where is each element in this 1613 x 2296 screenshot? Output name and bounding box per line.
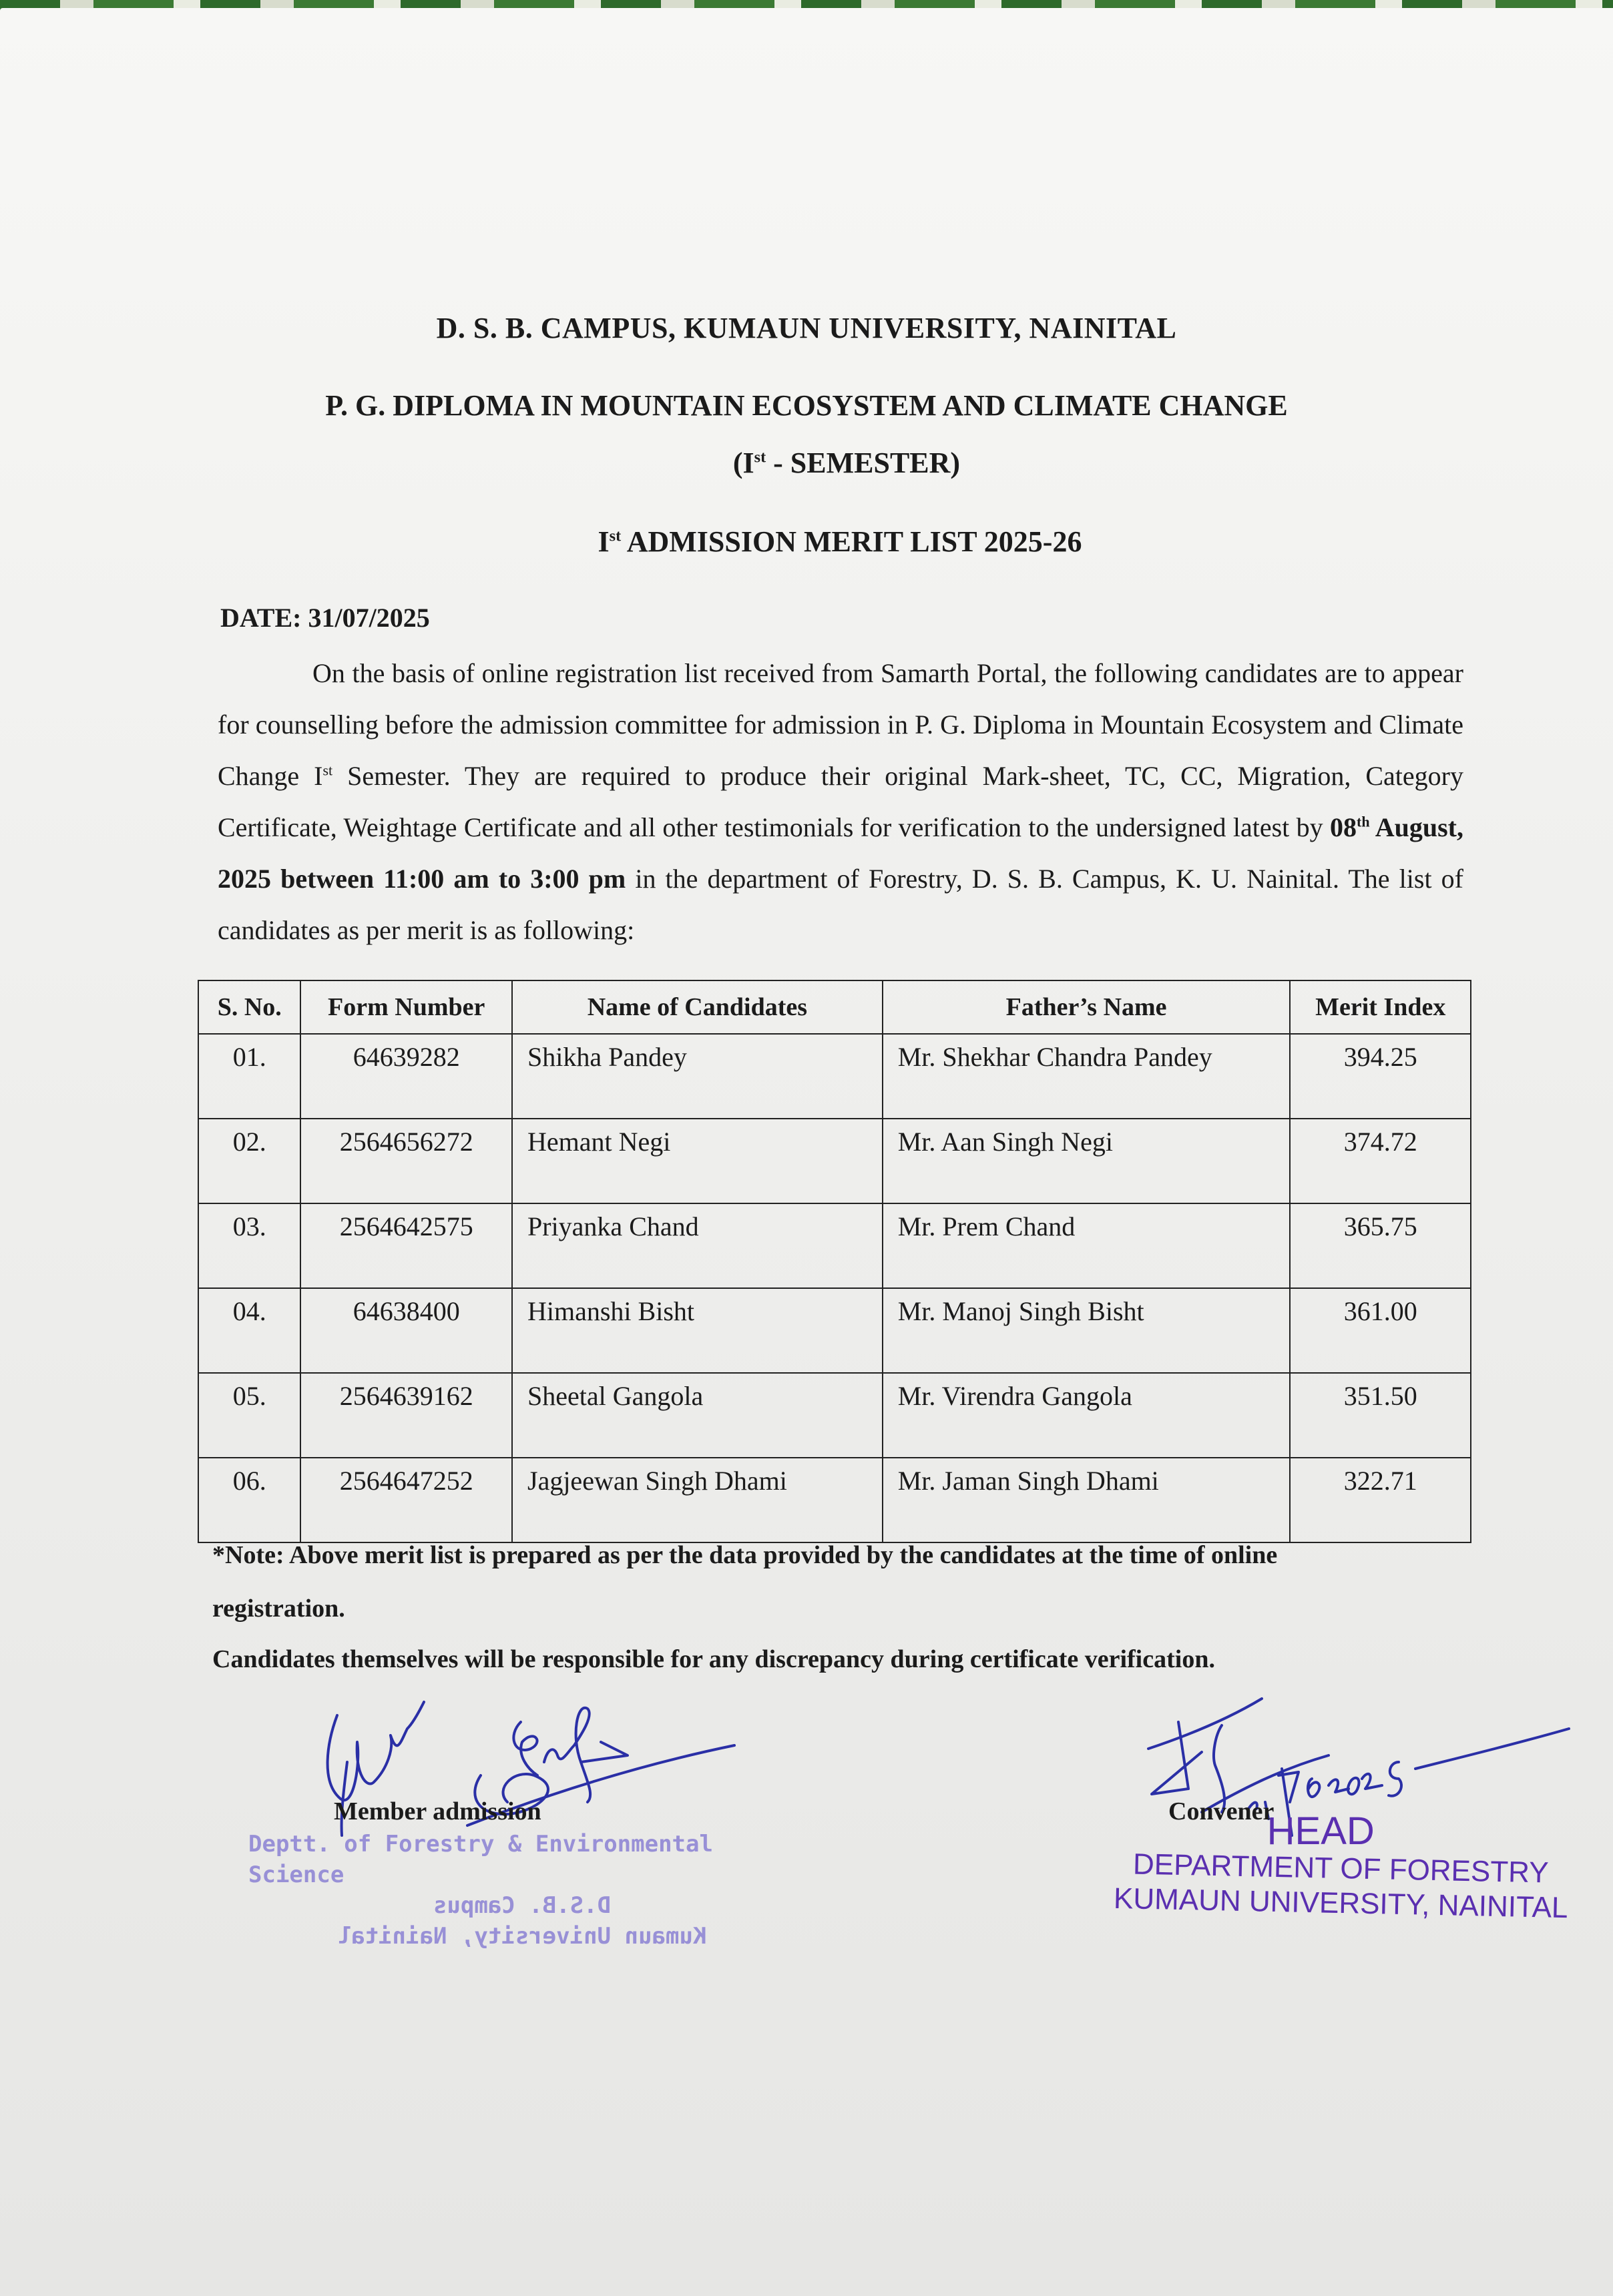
cell-sno: 04.	[198, 1288, 300, 1373]
stamp-university: KUMAUN UNIVERSITY, NAINITAL	[1113, 1882, 1568, 1925]
convener-label: Convener	[1168, 1797, 1275, 1825]
head-department-stamp	[1113, 1809, 1568, 1925]
note-line-2: registration.	[212, 1595, 345, 1623]
title-sup: st	[609, 527, 622, 545]
semester-suffix: - SEMESTER)	[766, 447, 961, 479]
cell-form-number: 2564639162	[300, 1373, 512, 1458]
merit-table	[198, 980, 1471, 1543]
col-header-candidate-name: Name of Candidates	[512, 980, 883, 1034]
cell-merit-index: 374.72	[1290, 1119, 1471, 1203]
cell-form-number: 64638400	[300, 1288, 512, 1373]
institution-heading: D. S. B. CAMPUS, KUMAUN UNIVERSITY, NAINITAL	[436, 312, 1177, 344]
cell-candidate-name: Shikha Pandey	[512, 1034, 883, 1119]
cell-merit-index: 351.50	[1290, 1373, 1471, 1458]
stamp-left-line-2: D.S.B. Campus	[433, 1892, 612, 1919]
title-prefix: I	[598, 525, 610, 558]
cell-sno: 06.	[198, 1458, 300, 1542]
cell-candidate-name: Hemant Negi	[512, 1119, 883, 1203]
program-heading	[0, 388, 1613, 422]
col-header-merit-index: Merit Index	[1290, 980, 1471, 1034]
cell-form-number: 64639282	[300, 1034, 512, 1119]
program-title: P. G. DIPLOMA IN MOUNTAIN ECOSYSTEM AND CLIMATE CHANGE	[325, 389, 1288, 422]
note-line-1: *Note: Above merit list is prepared as per the data provided by the candidates at the time of online	[212, 1541, 1278, 1569]
table-header-row	[198, 980, 1471, 1034]
cell-merit-index: 394.25	[1290, 1034, 1471, 1119]
col-header-father-name: Father’s Name	[883, 980, 1291, 1034]
semester-prefix: (I	[732, 447, 754, 479]
cell-father-name: Mr. Shekhar Chandra Pandey	[883, 1034, 1291, 1119]
title-suffix: ADMISSION MERIT LIST 2025-26	[621, 525, 1082, 558]
stamp-left-line-1: Deptt. of Forestry & Environmental Science	[248, 1831, 713, 1888]
cell-sno: 05.	[198, 1373, 300, 1458]
table-row	[198, 1119, 1471, 1203]
cell-sno: 02.	[198, 1119, 300, 1203]
cell-sno: 01.	[198, 1034, 300, 1119]
col-header-form-number: Form Number	[300, 980, 512, 1034]
stamp-left-line-3: Kumaun University, Nainital	[337, 1923, 707, 1950]
merit-list-title	[33, 525, 1613, 559]
cell-father-name: Mr. Virendra Gangola	[883, 1373, 1291, 1458]
cell-candidate-name: Priyanka Chand	[512, 1203, 883, 1288]
deadline-day: 08	[1330, 812, 1357, 842]
table-row	[198, 1034, 1471, 1119]
semester-heading	[40, 446, 1613, 480]
table-row	[198, 1288, 1471, 1373]
department-stamp-left	[248, 1829, 796, 1952]
deadline-sup: th	[1357, 813, 1370, 830]
para-part3: in the department of Forestry, D. S. B. Campus, K. U. Nainital. The list of candidates as per merit is as following:	[218, 864, 1463, 945]
member-admission-label: Member admission	[334, 1797, 541, 1825]
cell-merit-index: 361.00	[1290, 1288, 1471, 1373]
table-row	[198, 1458, 1471, 1542]
semester-sup: st	[754, 448, 766, 467]
cell-father-name: Mr. Jaman Singh Dhami	[883, 1458, 1291, 1542]
deadline-rest: August, 2025 between 11:00 am to 3:00 pm	[218, 812, 1463, 894]
date-line: DATE: 31/07/2025	[220, 603, 430, 633]
para-part1: On the basis of online registration list received from Samarth Portal, the following candidates are to appear for counselling before the admission committee for admission in P. G. Diploma in Mountain Ecosystem and Climate Change I	[218, 658, 1463, 791]
stamp-department: DEPARTMENT OF FORESTRY	[1132, 1847, 1550, 1890]
cell-form-number: 2564656272	[300, 1119, 512, 1203]
cell-form-number: 2564642575	[300, 1203, 512, 1288]
table-row	[198, 1373, 1471, 1458]
cell-father-name: Mr. Prem Chand	[883, 1203, 1291, 1288]
instructions-paragraph	[218, 647, 1463, 956]
table-row	[198, 1203, 1471, 1288]
cell-merit-index: 322.71	[1290, 1458, 1471, 1542]
cell-candidate-name: Sheetal Gangola	[512, 1373, 883, 1458]
cell-father-name: Mr. Manoj Singh Bisht	[883, 1288, 1291, 1373]
cell-candidate-name: Himanshi Bisht	[512, 1288, 883, 1373]
para-sup: st	[322, 762, 333, 779]
col-header-sno: S. No.	[198, 980, 300, 1034]
cell-form-number: 2564647252	[300, 1458, 512, 1542]
cell-candidate-name: Jagjeewan Singh Dhami	[512, 1458, 883, 1542]
cell-sno: 03.	[198, 1203, 300, 1288]
cell-merit-index: 365.75	[1290, 1203, 1471, 1288]
para-part2: Semester. They are required to produce their original Mark-sheet, TC, CC, Migration, Category Certificate, Weightage Certificate and all other testimonials for verification to the undersigned latest by	[218, 761, 1463, 842]
note-line-3: Candidates themselves will be responsible for any discrepancy during certificate verification.	[212, 1645, 1215, 1673]
cell-father-name: Mr. Aan Singh Negi	[883, 1119, 1291, 1203]
stamp-head: HEAD	[1266, 1809, 1375, 1853]
